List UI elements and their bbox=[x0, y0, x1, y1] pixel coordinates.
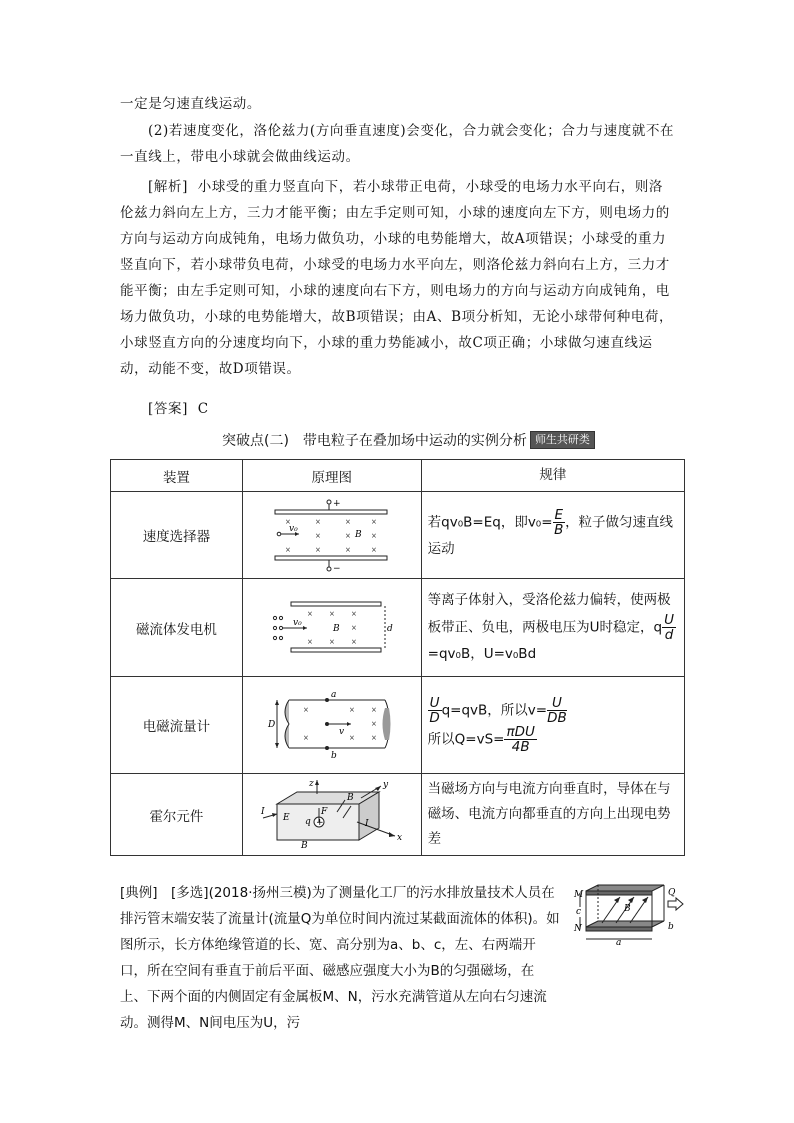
analysis-para2: (2)若速度变化，洛伦兹力(方向垂直速度)会变化，合力就会变化；合力与速度就不在一直线上，带电小球就会做曲线运动。 bbox=[120, 123, 675, 165]
b-label: b bbox=[668, 922, 674, 932]
D-label: D bbox=[267, 720, 275, 730]
svg-text:×: × bbox=[370, 532, 377, 540]
fraction bbox=[553, 508, 566, 537]
rule-text-c: 所以Q=vS= bbox=[427, 731, 505, 748]
N-label: N bbox=[574, 924, 582, 934]
rule-cell: 当磁场方向与电流方向垂直时，导体在与磁场、电流方向都垂直的方向上出现电势差 bbox=[421, 774, 684, 856]
svg-text:×: × bbox=[370, 546, 377, 554]
svg-text:×: × bbox=[370, 720, 377, 728]
minus-label: − bbox=[332, 564, 341, 572]
svg-text:×: × bbox=[306, 637, 313, 646]
svg-text:×: × bbox=[344, 546, 351, 554]
fraction-den: D bbox=[429, 710, 440, 726]
y-label: y bbox=[382, 779, 388, 790]
svg-text:×: × bbox=[350, 623, 357, 632]
svg-text:×: × bbox=[370, 734, 377, 742]
svg-text:×: × bbox=[344, 532, 351, 540]
header-diagram: 原理图 bbox=[242, 460, 421, 492]
table-row bbox=[111, 677, 685, 774]
plus-label: + bbox=[332, 499, 341, 509]
q-label: q bbox=[304, 816, 311, 827]
B-label: B bbox=[346, 792, 354, 803]
analysis-paragraph bbox=[120, 174, 676, 382]
analysis-line1: 一定是匀速直线运动。 bbox=[120, 96, 261, 112]
I-label-left: I bbox=[260, 806, 265, 817]
rule-cell bbox=[421, 492, 684, 579]
answer-value: C bbox=[197, 401, 209, 417]
hall-element-diagram bbox=[257, 778, 407, 852]
section-badge: 师生共研类 bbox=[530, 431, 595, 449]
svg-text:×: × bbox=[350, 609, 357, 618]
svg-text:×: × bbox=[328, 609, 335, 618]
a-label: a bbox=[330, 690, 337, 700]
example-text: [典例] [多选](2018·扬州三模)为了测量化工厂的污水排放量技术人员在排污管末端安装了流量计(流量Q为单位时间内流过某截面流体的体积)。如图所示，长方体绝缘管道的长、宽、高分别为a、b、c，左、右两端开口，所在空间有垂直于前后平面、磁感应强度大小为B的匀强磁场，在上、下两个面的内侧固定有金属板M、N，污水充满管道从左向右匀速流动。测得M、N间电压为U，污 bbox=[120, 885, 560, 1031]
fraction-den: 4B bbox=[511, 739, 530, 755]
table-row bbox=[111, 774, 685, 856]
svg-text:×: × bbox=[370, 706, 377, 714]
Q-label: Q bbox=[668, 888, 676, 898]
fraction-num: U bbox=[547, 696, 567, 711]
d-label: d bbox=[386, 623, 393, 634]
svg-text:×: × bbox=[314, 546, 321, 554]
rule-text-b: =qv₀B，U=v₀Bd bbox=[427, 646, 537, 662]
svg-text:×: × bbox=[284, 546, 291, 554]
B-label: B bbox=[354, 530, 362, 540]
rule-text: q=qvB，所以v= bbox=[441, 702, 548, 719]
svg-text:×: × bbox=[350, 637, 357, 646]
F-label: F bbox=[320, 806, 328, 817]
flowmeter-example-diagram bbox=[568, 883, 686, 945]
v0-label: v₀ bbox=[292, 617, 302, 628]
analysis-body: 小球受的重力竖直向下，若小球带正电荷，小球受的电场力水平向右，则洛伦兹力斜向左上方，三力才能平衡；由左手定则可知，小球的速度向左下方，则电场力的方向与运动方向成钝角，电场力做负功，小球的电势能增大，故A项错误；小球受的重力竖直向下，若小球带负电荷，小球受的电场力水平向左，则洛伦兹力斜向右上方，三力才能平衡；由左手定则可知，小球的速度向右下方，则电场力的方向与运动方向成钝角，电场力做负功，小球的电势能增大，故B项错误；由A、B项分析知，无论小球带何种电荷，小球竖直方向的分速度均向下，小球的重力势能减小，故C项正确；小球做匀速直线运动，动能不变，故D项错误。 bbox=[120, 179, 674, 377]
svg-text:×: × bbox=[284, 518, 291, 526]
svg-text:×: × bbox=[302, 706, 309, 714]
fraction-den: B bbox=[554, 522, 564, 538]
diagram-cell bbox=[242, 492, 421, 579]
rule-text: 若qv₀B=Eq，即v₀= bbox=[427, 514, 553, 531]
b-label: b bbox=[330, 751, 337, 760]
section-title-text: 突破点(二) 带电粒子在叠加场中运动的实例分析 bbox=[222, 433, 527, 449]
fraction-num: πDU bbox=[506, 724, 535, 740]
flowmeter-diagram bbox=[267, 690, 397, 760]
fraction-num: U bbox=[429, 695, 440, 711]
example-text-col bbox=[120, 880, 560, 1036]
section-title bbox=[222, 430, 595, 450]
table-row bbox=[111, 492, 685, 579]
svg-text:×: × bbox=[328, 637, 335, 646]
fraction-den: DB bbox=[547, 710, 567, 726]
rule-text: 等离子体射入，受洛伦兹力偏转，使两极板带正、负电，两极电压为U时稳定，q bbox=[427, 592, 671, 636]
diagram-cell bbox=[242, 579, 421, 677]
table-row bbox=[111, 579, 685, 677]
rules-table bbox=[110, 459, 685, 856]
analysis-label: [解析] bbox=[148, 179, 188, 195]
svg-text:×: × bbox=[348, 734, 355, 742]
E-label: E bbox=[282, 812, 290, 823]
header-device: 装置 bbox=[111, 460, 243, 492]
svg-text:×: × bbox=[344, 518, 351, 526]
diagram-cell bbox=[242, 774, 421, 856]
velocity-selector-diagram bbox=[267, 498, 397, 572]
plus-charge: + bbox=[315, 817, 324, 828]
M-label: M bbox=[574, 890, 584, 900]
svg-text:×: × bbox=[370, 518, 377, 526]
device-cell: 速度选择器 bbox=[111, 492, 243, 579]
fraction-num: E bbox=[554, 507, 564, 523]
fraction bbox=[547, 696, 567, 725]
x-label: x bbox=[396, 832, 402, 843]
v0-label: v₀ bbox=[288, 524, 298, 534]
I-label-right: I bbox=[364, 818, 369, 829]
device-cell: 磁流体发电机 bbox=[111, 579, 243, 677]
answer-label: [答案] bbox=[148, 401, 188, 417]
device-cell: 霍尔元件 bbox=[111, 774, 243, 856]
mhd-generator-diagram bbox=[267, 596, 397, 660]
svg-text:×: × bbox=[302, 734, 309, 742]
fraction-num: U bbox=[664, 612, 675, 628]
c-label: c bbox=[576, 907, 582, 917]
svg-text:×: × bbox=[306, 609, 313, 618]
svg-text:×: × bbox=[314, 532, 321, 540]
z-label: z bbox=[308, 778, 314, 789]
rule-text-b: ，粒子做匀速直线运动 bbox=[427, 514, 674, 557]
fraction bbox=[662, 613, 676, 642]
B-label-2: B bbox=[300, 840, 308, 851]
fraction-2 bbox=[504, 725, 536, 754]
B-label: B bbox=[624, 904, 631, 914]
fraction-pre bbox=[428, 696, 442, 725]
header-rule: 规律 bbox=[421, 460, 684, 492]
device-cell: 电磁流量计 bbox=[111, 677, 243, 774]
v-label: v bbox=[338, 727, 344, 737]
answer-line bbox=[120, 396, 676, 422]
svg-text:×: × bbox=[348, 706, 355, 714]
diagram-cell bbox=[242, 677, 421, 774]
a-label: a bbox=[616, 938, 622, 945]
fraction-den: d bbox=[664, 627, 674, 643]
B-label: B bbox=[332, 623, 340, 634]
rule-cell bbox=[421, 677, 684, 774]
table-header-row bbox=[111, 460, 685, 492]
svg-text:×: × bbox=[314, 518, 321, 526]
rule-cell bbox=[421, 579, 684, 677]
